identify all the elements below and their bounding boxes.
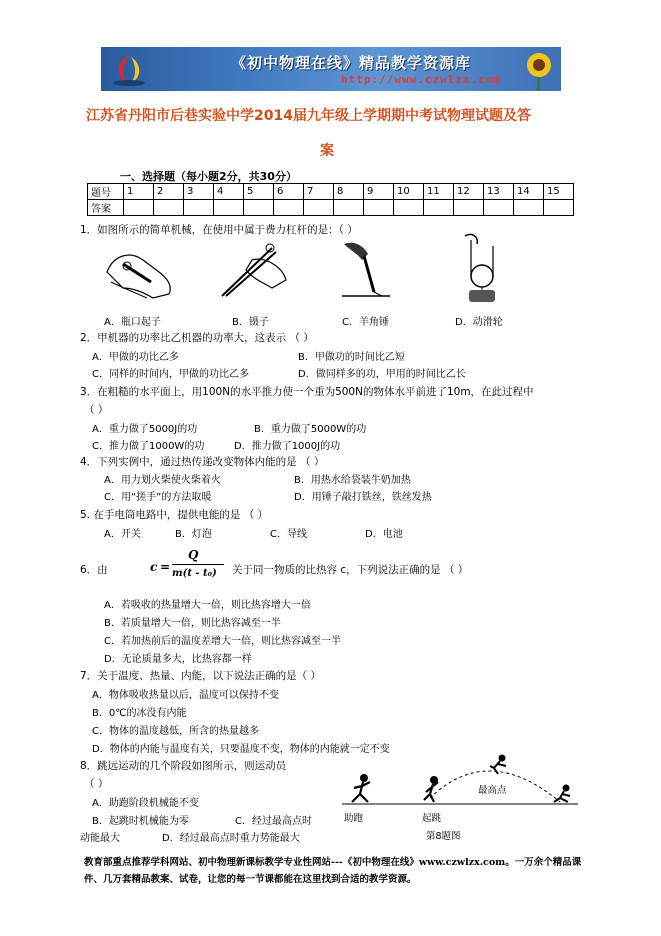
question-6-prefix: 6．由 (80, 564, 108, 576)
runner-figure (352, 774, 370, 802)
q4-option-b[interactable]: B．用热水给袋装牛奶加热 (294, 475, 411, 486)
fraction-bar (172, 564, 224, 565)
table-cell: 题号 (88, 184, 124, 200)
figure-caption: 第8题图 (426, 831, 461, 842)
q8-option-b[interactable]: B．起跳时机械能为零 (92, 816, 189, 827)
answer-cell[interactable] (424, 200, 454, 216)
footer-note: 教育部重点推荐学科网站、初中物理新课标教学专业性网站---《初中物理在线》www.czwlzx.com。一万余个精品课件、几万套精品教案、试卷，让您的每一节课都能在这里找到合适的教学资源。 (84, 857, 582, 885)
question-5-stem: 5. 在手电筒电路中，提供电能的是 （ ） (80, 509, 269, 521)
answer-cell[interactable] (484, 200, 514, 216)
q7-option-c[interactable]: C．物体的温度越低，所含的热量越多 (92, 726, 259, 737)
tweezers-icon (212, 240, 294, 300)
q6-option-a[interactable]: A．若吸收的热量增大一倍，则比热容增大一倍 (104, 600, 311, 611)
formula-numerator: Q (188, 548, 199, 562)
page-title: 江苏省丹阳市后巷实验中学2014届九年级上学期期中考试物理试题及答 (86, 108, 531, 124)
answer-cell[interactable] (544, 200, 574, 216)
table-cell: 9 (364, 184, 394, 200)
banner-title: 《初中物理在线》精品教学资源库 (231, 54, 472, 72)
table-cell: 1 (124, 184, 154, 200)
q7-option-d[interactable]: D．物体的内能与温度有关，只要温度不变，物体的内能就一定不变 (92, 744, 390, 755)
answer-cell[interactable] (274, 200, 304, 216)
q1-option-d[interactable]: D．动滑轮 (455, 317, 503, 328)
answer-cell[interactable] (214, 200, 244, 216)
long-jump-diagram (338, 752, 583, 840)
q4-option-c[interactable]: C．用“搓手”的方法取暖 (104, 492, 212, 503)
label-run-up: 助跑 (344, 813, 364, 824)
movable-pulley-figure (455, 232, 509, 304)
q7-option-b[interactable]: B．0℃的冰没有内能 (92, 708, 187, 719)
q1-option-b[interactable]: B．镊子 (232, 317, 269, 328)
section-heading: 一、选择题（每小题2分，共30分） (120, 170, 297, 183)
q1-option-a[interactable]: A．瓶口起子 (104, 317, 161, 328)
q2-option-c[interactable]: C．同样的时间内，甲做的功比乙多 (92, 369, 249, 380)
q3-option-a[interactable]: A．重力做了5000J的功 (92, 424, 198, 435)
table-cell: 答案 (88, 200, 124, 216)
answer-cell[interactable] (394, 200, 424, 216)
question-2-stem: 2．甲机器的功率比乙机器的功率大，这表示 （ ） (80, 332, 314, 344)
q7-option-a[interactable]: A．物体吸收热量以后，温度可以保持不变 (92, 690, 279, 701)
q8-option-d[interactable]: D．经过最高点时重力势能最大 (162, 833, 300, 844)
answer-table (87, 183, 574, 216)
table-cell: 12 (454, 184, 484, 200)
question-1-stem: 1．如图所示的简单机械，在使用中属于费力杠杆的是：（ ） (80, 224, 358, 236)
answer-cell[interactable] (454, 200, 484, 216)
page-title-cont: 案 (320, 143, 334, 159)
q8-option-a[interactable]: A．助跑阶段机械能不变 (92, 798, 199, 809)
q3-option-c[interactable]: C．推力做了1000W的功 (92, 441, 205, 452)
q5-option-b[interactable]: B．灯泡 (175, 529, 212, 540)
answer-cell[interactable] (244, 200, 274, 216)
takeoff-figure (424, 776, 438, 802)
label-highest-point: 最高点 (478, 785, 507, 796)
highest-point-figure (490, 755, 506, 775)
question-4-stem: 4．下列实例中，通过热传递改变物体内能的是 （ ） (80, 456, 325, 468)
answer-cell[interactable] (514, 200, 544, 216)
q8-option-c-cont: 动能最大 (80, 833, 120, 844)
q6-option-c[interactable]: C．若加热前后的温度差增大一倍，则比热容减至一半 (104, 636, 341, 647)
formula-denominator: m(t - t₀) (172, 568, 217, 579)
table-cell: 8 (334, 184, 364, 200)
label-takeoff: 起跳 (422, 813, 442, 824)
answer-cell[interactable] (154, 200, 184, 216)
bottle-opener-figure (103, 242, 185, 304)
table-row (88, 200, 574, 216)
question-8-stem: 8．跳远运动的几个阶段如图所示，则运动员 (80, 760, 287, 772)
pulley-icon (455, 232, 509, 304)
q1-option-c[interactable]: C．羊角锤 (342, 317, 389, 328)
table-row (88, 184, 574, 200)
q8-option-c[interactable]: C．经过最高点时 (235, 816, 312, 827)
q5-option-a[interactable]: A．开关 (104, 529, 141, 540)
table-cell: 3 (184, 184, 214, 200)
q5-option-d[interactable]: D．电池 (365, 529, 403, 540)
q4-option-a[interactable]: A．用力划火柴使火柴着火 (104, 475, 221, 486)
sunflower-icon (517, 47, 557, 91)
table-cell: 2 (154, 184, 184, 200)
table-cell: 6 (274, 184, 304, 200)
answer-cell[interactable] (184, 200, 214, 216)
formula-c: c (150, 560, 158, 574)
answer-cell[interactable] (124, 200, 154, 216)
banner-url[interactable]: http://www.czwlzx.com (341, 73, 502, 86)
hammer-icon (334, 236, 396, 302)
q2-option-d[interactable]: D．做同样多的功，甲用的时间比乙长 (298, 369, 466, 380)
q5-option-c[interactable]: C．导线 (270, 529, 307, 540)
q6-option-d[interactable]: D．无论质量多大，比热容都一样 (104, 654, 252, 665)
table-cell: 5 (244, 184, 274, 200)
q6-option-b[interactable]: B．若质量增大一倍，则比热容减至一半 (104, 618, 281, 629)
question-7-stem: 7．关于温度、热量、内能，以下说法正确的是（ ） (80, 670, 322, 682)
table-cell: 4 (214, 184, 244, 200)
landing-figure (554, 785, 570, 803)
q3-option-b[interactable]: B．重力做了5000W的功 (254, 424, 367, 435)
q2-option-b[interactable]: B．甲做功的时间比乙短 (298, 352, 405, 363)
long-jump-figure (338, 752, 583, 840)
site-logo-icon (107, 51, 151, 87)
q3-option-d[interactable]: D．推力做了1000J的功 (234, 441, 341, 452)
table-cell: 11 (424, 184, 454, 200)
tweezers-figure (212, 240, 294, 300)
answer-cell[interactable] (304, 200, 334, 216)
question-3-stem-cont: （ ） (84, 404, 109, 416)
claw-hammer-figure (334, 236, 396, 302)
bottle-opener-icon (103, 242, 185, 304)
table-cell: 13 (484, 184, 514, 200)
question-3-stem: 3．在粗糙的水平面上，用100N的水平推力使一个重为500N的物体水平前进了10m，在此过程中 (80, 386, 534, 398)
q2-option-a[interactable]: A．甲做的功比乙多 (92, 352, 179, 363)
formula-equals: = (160, 560, 171, 574)
table-cell: 14 (514, 184, 544, 200)
question-8-stem-cont: （ ） (84, 778, 109, 790)
table-cell: 7 (304, 184, 334, 200)
table-cell: 10 (394, 184, 424, 200)
q4-option-d[interactable]: D．用锤子敲打铁丝，铁丝发热 (294, 492, 432, 503)
answer-cell[interactable] (334, 200, 364, 216)
header-banner (101, 47, 561, 91)
answer-cell[interactable] (364, 200, 394, 216)
table-cell: 15 (544, 184, 574, 200)
question-6-stem: 关于同一物质的比热容 c，下列说法正确的是 （ ） (232, 564, 469, 576)
